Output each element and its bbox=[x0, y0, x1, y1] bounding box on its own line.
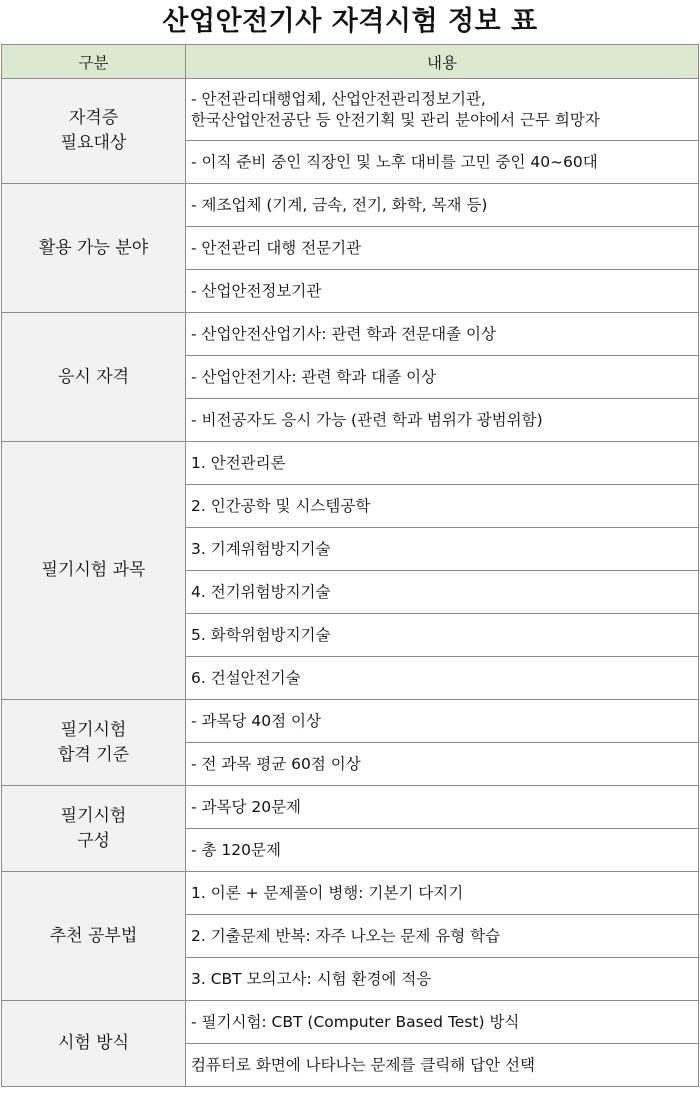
content-cell: - 비전공자도 응시 가능 (관련 학과 범위가 광범위함) bbox=[186, 399, 699, 442]
content-cell: - 과목당 20문제 bbox=[186, 786, 699, 829]
content-cell: - 안전관리 대행 전문기관 bbox=[186, 227, 699, 270]
content-cell: 컴퓨터로 화면에 나타나는 문제를 클릭해 답안 선택 bbox=[186, 1044, 699, 1087]
content-cell: - 과목당 40점 이상 bbox=[186, 700, 699, 743]
content-cell: - 총 120문제 bbox=[186, 829, 699, 872]
table-row bbox=[2, 700, 699, 743]
content-cell: - 산업안전산업기사: 관련 학과 전문대졸 이상 bbox=[186, 313, 699, 356]
content-cell: 1. 안전관리론 bbox=[186, 442, 699, 485]
category-cell: 활용 가능 분야 bbox=[2, 184, 186, 313]
category-cell: 필기시험 과목 bbox=[2, 442, 186, 700]
content-cell: 6. 건설안전기술 bbox=[186, 657, 699, 700]
table-row bbox=[2, 872, 699, 915]
content-cell: - 필기시험: CBT (Computer Based Test) 방식 bbox=[186, 1001, 699, 1044]
table-row bbox=[2, 1001, 699, 1044]
table-row bbox=[2, 313, 699, 356]
category-cell: 필기시험 구성 bbox=[2, 786, 186, 872]
content-cell: - 안전관리대행업체, 산업안전관리정보기관, 한국산업안전공단 등 안전기획 및 관리 분야에서 근무 희망자 bbox=[186, 79, 699, 141]
content-cell: 5. 화학위험방지기술 bbox=[186, 614, 699, 657]
header-category: 구분 bbox=[2, 45, 186, 79]
content-cell: 3. CBT 모의고사: 시험 환경에 적응 bbox=[186, 958, 699, 1001]
page-title: 산업안전기사 자격시험 정보 표 bbox=[162, 6, 538, 37]
content-cell: - 이직 준비 중인 직장인 및 노후 대비를 고민 중인 40~60대 bbox=[186, 141, 699, 184]
content-cell: 1. 이론 + 문제풀이 병행: 기본기 다지기 bbox=[186, 872, 699, 915]
content-cell: 3. 기계위험방지기술 bbox=[186, 528, 699, 571]
category-cell: 시험 방식 bbox=[2, 1001, 186, 1087]
content-cell: - 제조업체 (기계, 금속, 전기, 화학, 목재 등) bbox=[186, 184, 699, 227]
table-row bbox=[2, 184, 699, 227]
category-cell: 필기시험 합격 기준 bbox=[2, 700, 186, 786]
content-cell: - 전 과목 평균 60점 이상 bbox=[186, 743, 699, 786]
content-cell: 2. 인간공학 및 시스템공학 bbox=[186, 485, 699, 528]
table-row bbox=[2, 786, 699, 829]
category-cell: 추천 공부법 bbox=[2, 872, 186, 1001]
content-cell: - 산업안전기사: 관련 학과 대졸 이상 bbox=[186, 356, 699, 399]
header-content: 내용 bbox=[186, 45, 699, 79]
table-row bbox=[2, 442, 699, 485]
content-cell: 2. 기출문제 반복: 자주 나오는 문제 유형 학습 bbox=[186, 915, 699, 958]
content-cell: - 산업안전정보기관 bbox=[186, 270, 699, 313]
content-cell: 4. 전기위험방지기술 bbox=[186, 571, 699, 614]
info-table bbox=[1, 44, 699, 1087]
category-cell: 자격증 필요대상 bbox=[2, 79, 186, 184]
table-header-row bbox=[2, 45, 699, 79]
table-row bbox=[2, 79, 699, 141]
category-cell: 응시 자격 bbox=[2, 313, 186, 442]
